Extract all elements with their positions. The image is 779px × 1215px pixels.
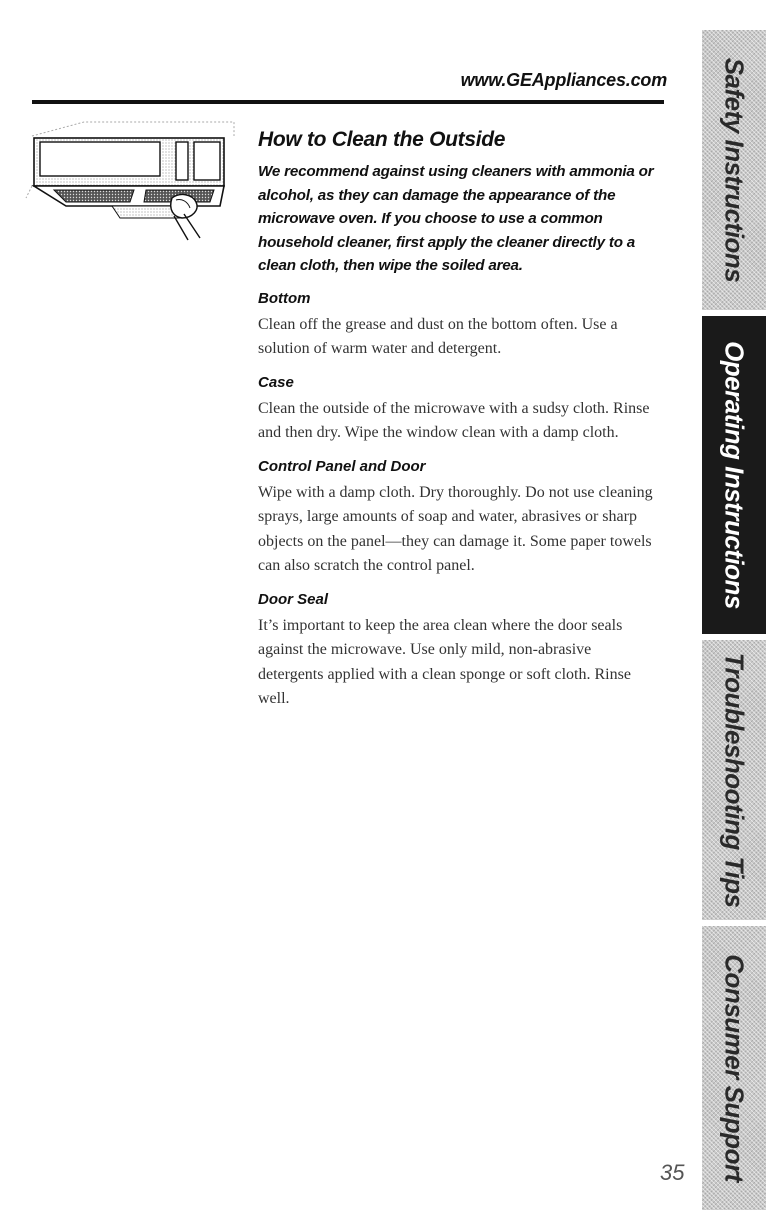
tab-label: Operating Instructions: [719, 341, 750, 609]
header-rule: [32, 100, 664, 104]
subsection-bottom: [258, 290, 668, 362]
subsection-heading: Bottom: [258, 289, 311, 307]
tab-label: Troubleshooting Tips: [719, 652, 750, 908]
content-column: [258, 128, 668, 724]
subsection-control-panel-and-door: [258, 458, 668, 579]
subsection-text: Clean the outside of the microwave with a sudsy cloth. Rinse and then dry. Wipe the window clean with a damp cloth.: [258, 399, 650, 441]
tab-label: Safety Instructions: [719, 57, 750, 283]
tab-safety-instructions[interactable]: [702, 30, 766, 310]
subsection-text: Clean off the grease and dust on the bottom often. Use a solution of warm water and detergent.: [258, 315, 618, 357]
site-url: www.GEAppliances.com: [460, 70, 667, 90]
tab-operating-instructions[interactable]: [702, 316, 766, 634]
section-tabs-sidebar: [702, 30, 766, 1210]
tab-label: Consumer Support: [719, 954, 750, 1182]
subsection-heading: Control Panel and Door: [258, 457, 426, 475]
subsection-case: [258, 374, 668, 446]
microwave-bottom-illustration: [24, 118, 242, 243]
tab-consumer-support[interactable]: [702, 926, 766, 1210]
page-number: 35: [660, 1160, 685, 1185]
subsection-heading: Case: [258, 373, 294, 391]
section-title: How to Clean the Outside: [258, 128, 506, 151]
subsection-door-seal: [258, 591, 668, 712]
section-intro: We recommend against using cleaners with ammonia or alcohol, as they can damage the appearance of the microwave oven. If you choose to use a common household cleaner, first apply the cleaner directly to a clean cloth, then wipe the soiled area.: [258, 163, 654, 274]
subsection-text: It’s important to keep the area clean where the door seals against the microwave. Use only mild, non-abrasive detergents applied with a clean sponge or soft cloth. Rinse well.: [258, 616, 631, 707]
tab-troubleshooting-tips[interactable]: [702, 640, 766, 920]
subsection-text: Wipe with a damp cloth. Dry thoroughly. Do not use cleaning sprays, large amounts of soap and water, abrasives or sharp objects on the panel—they can damage it. Some paper towels can also scratch the control panel.: [258, 483, 653, 574]
subsection-heading: Door Seal: [258, 590, 329, 608]
